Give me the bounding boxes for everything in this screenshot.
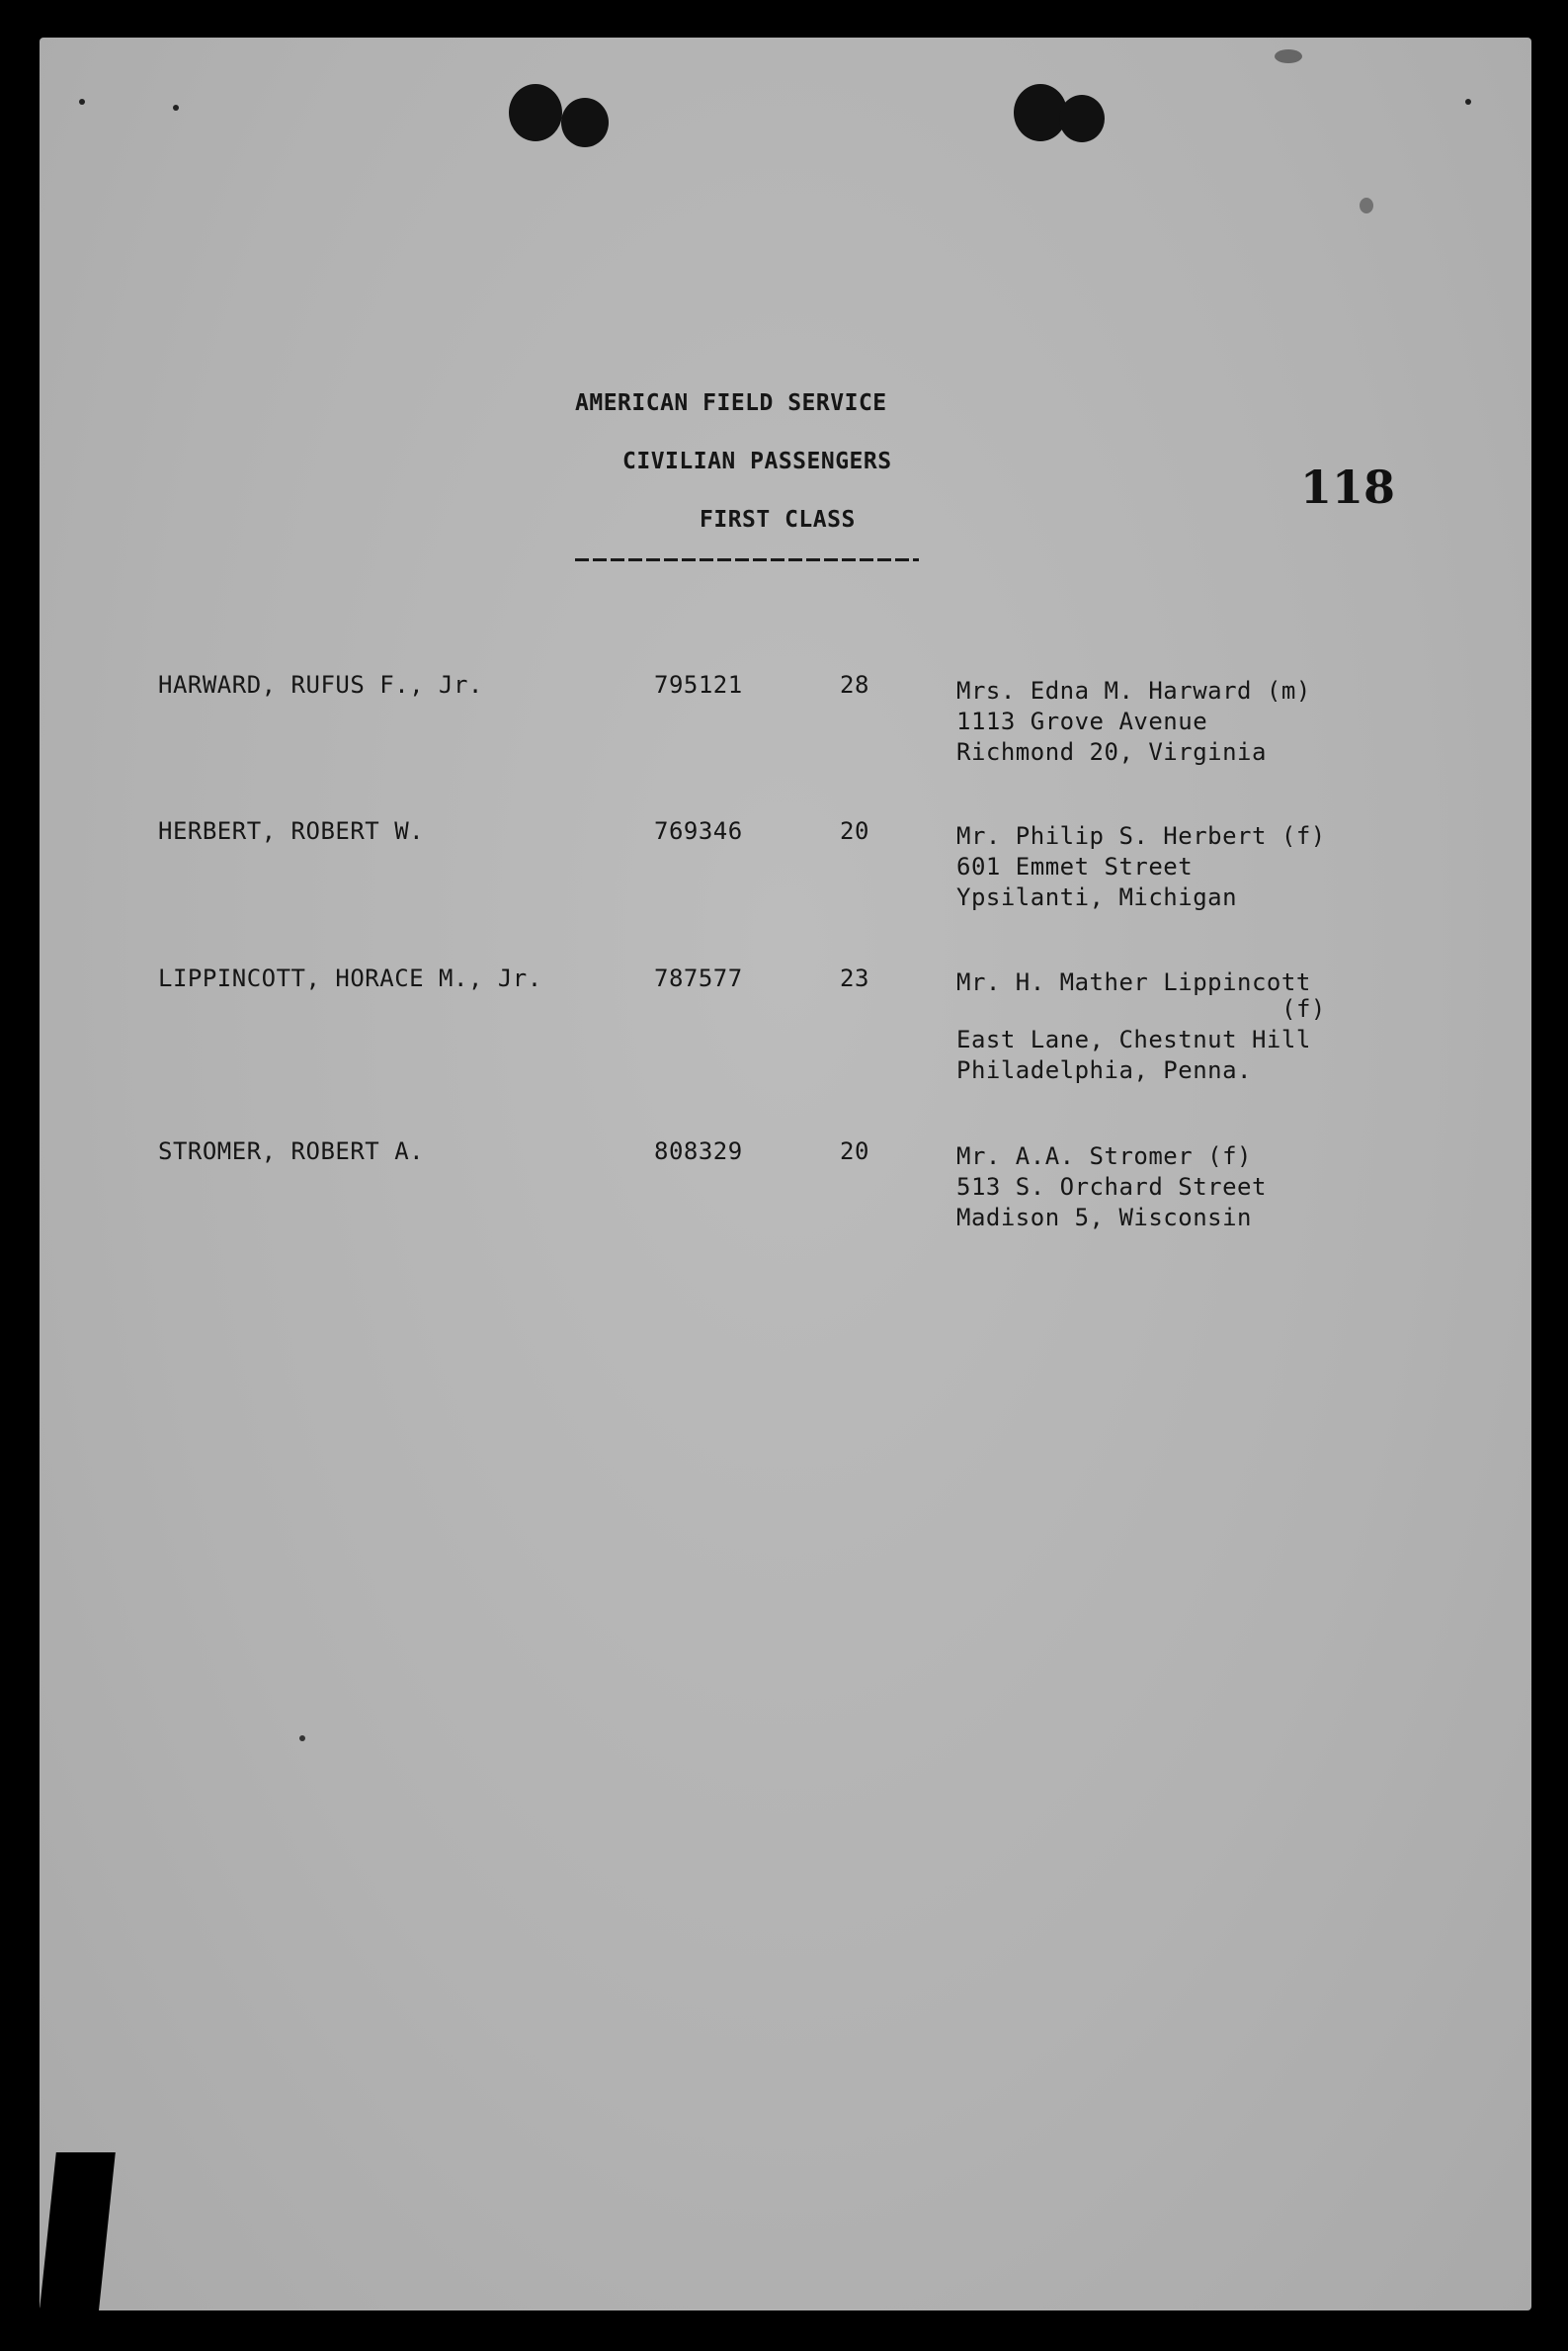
contact-line: (f): [1281, 995, 1326, 1023]
passenger-age: 20: [840, 1137, 869, 1165]
document-title: AMERICAN FIELD SERVICE: [575, 390, 887, 416]
passenger-age: 20: [840, 817, 869, 845]
passenger-number: 787577: [654, 965, 743, 992]
contact-line: East Lane, Chestnut Hill: [956, 1026, 1311, 1053]
contact-line: Mr. H. Mather Lippincott: [956, 968, 1311, 996]
contact-line: Richmond 20, Virginia: [956, 738, 1267, 766]
page-number: 118: [1300, 461, 1396, 514]
contact-line: 601 Emmet Street: [956, 853, 1194, 881]
passenger-name: HERBERT, ROBERT W.: [158, 817, 425, 845]
document-class: FIRST CLASS: [700, 507, 856, 533]
passenger-number: 808329: [654, 1137, 743, 1165]
document-page: [40, 38, 1531, 2310]
title-underline: [575, 558, 919, 561]
passenger-number: 769346: [654, 817, 743, 845]
contact-line: Madison 5, Wisconsin: [956, 1204, 1252, 1231]
passenger-age: 23: [840, 965, 869, 992]
speck: [1275, 49, 1302, 63]
speck: [1465, 99, 1471, 105]
punch-hole: [509, 84, 562, 141]
document-subtitle: CIVILIAN PASSENGERS: [622, 449, 892, 474]
punch-hole: [1059, 95, 1105, 142]
passenger-name: HARWARD, RUFUS F., Jr.: [158, 671, 483, 699]
contact-line: Mr. Philip S. Herbert (f): [956, 822, 1326, 850]
contact-line: Mrs. Edna M. Harward (m): [956, 677, 1311, 705]
contact-line: 513 S. Orchard Street: [956, 1173, 1267, 1201]
contact-line: Mr. A.A. Stromer (f): [956, 1142, 1252, 1170]
passenger-number: 795121: [654, 671, 743, 699]
speck: [1360, 198, 1373, 213]
passenger-name: STROMER, ROBERT A.: [158, 1137, 425, 1165]
punch-hole: [561, 98, 609, 147]
speck: [299, 1735, 305, 1741]
speck: [173, 105, 179, 111]
contact-line: Philadelphia, Penna.: [956, 1056, 1252, 1084]
contact-line: 1113 Grove Avenue: [956, 708, 1208, 735]
passenger-age: 28: [840, 671, 869, 699]
speck: [79, 99, 85, 105]
contact-line: Ypsilanti, Michigan: [956, 883, 1238, 911]
passenger-name: LIPPINCOTT, HORACE M., Jr.: [158, 965, 542, 992]
